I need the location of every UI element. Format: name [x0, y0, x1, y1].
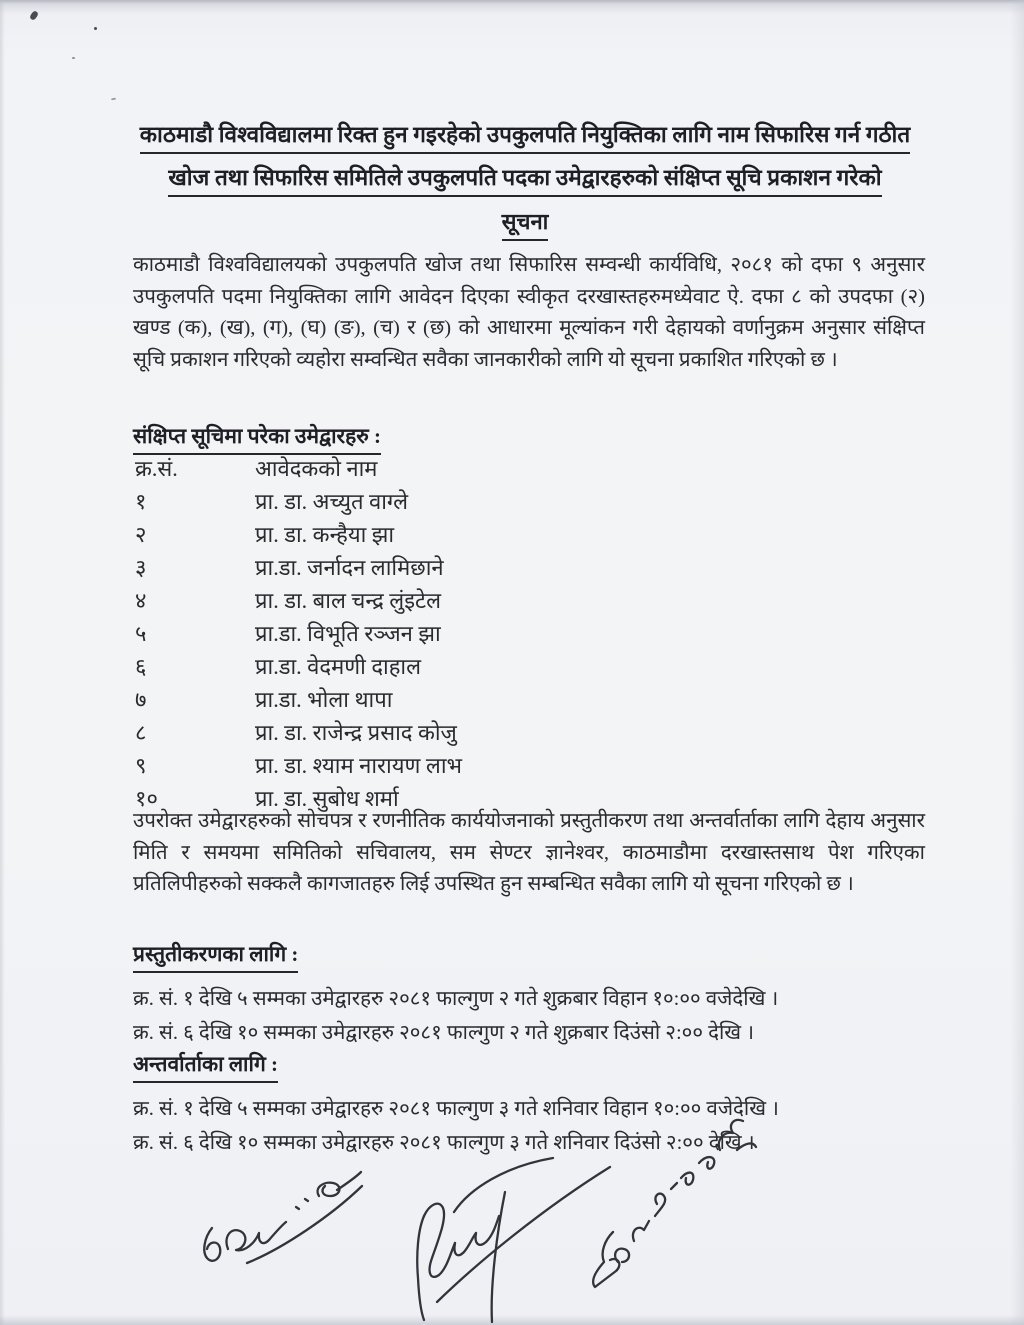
interview-line-1: क्र. सं. १ देखि ५ सम्मका उमेद्वारहरु २०८१ फाल्गुण ३ गते शनिवार विहान १०:०० वजेदेखि ।	[133, 1098, 779, 1120]
candidate-name: प्रा. डा. श्याम नारायण लाभ	[255, 753, 462, 778]
signature-1	[204, 1172, 362, 1263]
interview-line-2: क्र. सं. ६ देखि १० सम्मका उमेद्वारहरु २०८१ फाल्गुण ३ गते शनिवार दिउंसो २:०० देखि ।	[133, 1131, 755, 1154]
candidate-row	[135, 485, 775, 518]
candidate-row	[135, 617, 775, 650]
candidate-sn: ५	[135, 621, 147, 646]
candidate-row	[135, 716, 775, 749]
candidate-row	[135, 650, 775, 683]
scan-edge-right	[1010, 0, 1024, 1325]
candidate-row	[135, 584, 775, 617]
candidate-name: प्रा. डा. बाल चन्द्र लुंइटेल	[255, 588, 442, 613]
scan-speck	[111, 98, 116, 101]
candidate-name: प्रा. डा. कन्हैया झा	[255, 522, 395, 547]
scan-edge-top	[0, 0, 1024, 14]
column-header-name: आवेदकको नाम	[255, 456, 378, 481]
subject-heading: सूचना	[115, 206, 935, 241]
candidate-sn: ४	[135, 588, 147, 613]
interview-heading: अन्तर्वार्ताका लागि :	[133, 1050, 933, 1083]
candidate-row	[135, 518, 775, 551]
candidate-list	[135, 452, 775, 815]
candidate-sn: ९	[135, 753, 147, 778]
signature-2	[417, 1158, 610, 1322]
candidate-name: प्रा.डा. विभूति रञ्जन झा	[255, 621, 441, 646]
schedule-paragraph: उपरोक्त उमेद्वारहरुको सोचपत्र र रणनीतिक कार्ययोजनाको प्रस्तुतीकरण तथा अन्तर्वार्ताका लागि देहाय अनुसार मिति र समयमा समितिको सचिवालय, सम सेण्टर ज्ञानेश्वर, काठमाडौमा दरखास्तसाथ पेश गरिएका प्रतिलिपीहरुको सक्कलै कागजातहरु लिई उपस्थित हुन सम्बन्धित सवैका लागि यो सूचना गरिएको छ ।	[133, 810, 925, 895]
presentation-line-2: क्र. सं. ६ देखि १० सम्मका उमेद्वारहरु २०८१ फाल्गुण २ गते शुक्रबार दिउंसो २:०० देखि ।	[133, 1021, 754, 1044]
candidate-name: प्रा. डा. सुबोध शर्मा	[255, 786, 399, 811]
candidate-row	[135, 683, 775, 716]
presentation-line-1: क्र. सं. १ देखि ५ सम्मका उमेद्वारहरु २०८१ फाल्गुण २ गते शुक्रबार विहान १०:०० वजेदेखि ।	[133, 988, 779, 1010]
candidate-sn: ६	[135, 654, 147, 679]
scan-speck	[94, 27, 97, 30]
candidate-sn: ७	[135, 687, 147, 712]
interview-section	[133, 1050, 933, 1160]
scan-speck	[72, 57, 75, 59]
shortlist-heading: संक्षिप्त सूचिमा परेका उमेद्वारहरु :	[133, 422, 381, 455]
scan-edge-left	[0, 0, 5, 1325]
candidate-name: प्रा.डा. वेदमणी दाहाल	[255, 654, 422, 679]
presentation-heading: प्रस्तुतीकरणका लागि :	[133, 940, 933, 973]
candidate-name: प्रा. डा. राजेन्द्र प्रसाद कोजु	[255, 720, 457, 745]
candidate-sn: ३	[135, 555, 147, 580]
candidate-name: प्रा. डा. अच्युत वाग्ले	[255, 489, 409, 514]
candidate-list-header	[135, 452, 775, 485]
presentation-section	[133, 940, 933, 1050]
scan-edge-bottom	[0, 1315, 1024, 1325]
column-header-sn: क्र.सं.	[135, 456, 178, 481]
candidate-sn: ८	[135, 720, 147, 745]
intro-paragraph: काठमाडौ विश्वविद्यालयको उपकुलपति खोज तथा सिफारिस सम्वन्धी कार्यविधि, २०८१ को दफा ९ अनुसार उपकुलपति पदमा नियुक्तिका लागि आवेदन दिएका स्वीकृत दरखास्तहरुमध्येवाट ऐ. दफा ८ को उपदफा (२) खण्ड (क), (ख), (ग), (घ) (ङ), (च) र (छ) को आधारमा मूल्यांकन गरी देहायको वर्णानुक्रम अनुसार संक्षिप्त सूचि प्रकाशन गरिएको व्यहोरा सम्वन्धित सवैका जानकारीको लागि यो सूचना प्रकाशित गरिएको छ ।	[133, 254, 925, 371]
title-line-2: खोज तथा सिफारिस समितिले उपकुलपति पदका उमेद्वारहरुको संक्षिप्त सूचि प्रकाशन गरेको	[115, 161, 935, 197]
candidate-name: प्रा.डा. भोला थापा	[255, 687, 393, 712]
candidate-sn: १	[135, 489, 147, 514]
candidate-sn: १०	[135, 786, 158, 811]
title-line-1: काठमाडौ विश्वविद्यालमा रिक्त हुन गइरहेको उपकुलपति नियुक्तिका लागि नाम सिफारिस गर्न गठीत	[115, 118, 935, 154]
document-title	[115, 118, 935, 204]
candidate-row	[135, 749, 775, 782]
candidate-sn: २	[135, 522, 147, 547]
candidate-row	[135, 551, 775, 584]
candidate-name: प्रा.डा. जर्नादन लामिछाने	[255, 555, 444, 580]
